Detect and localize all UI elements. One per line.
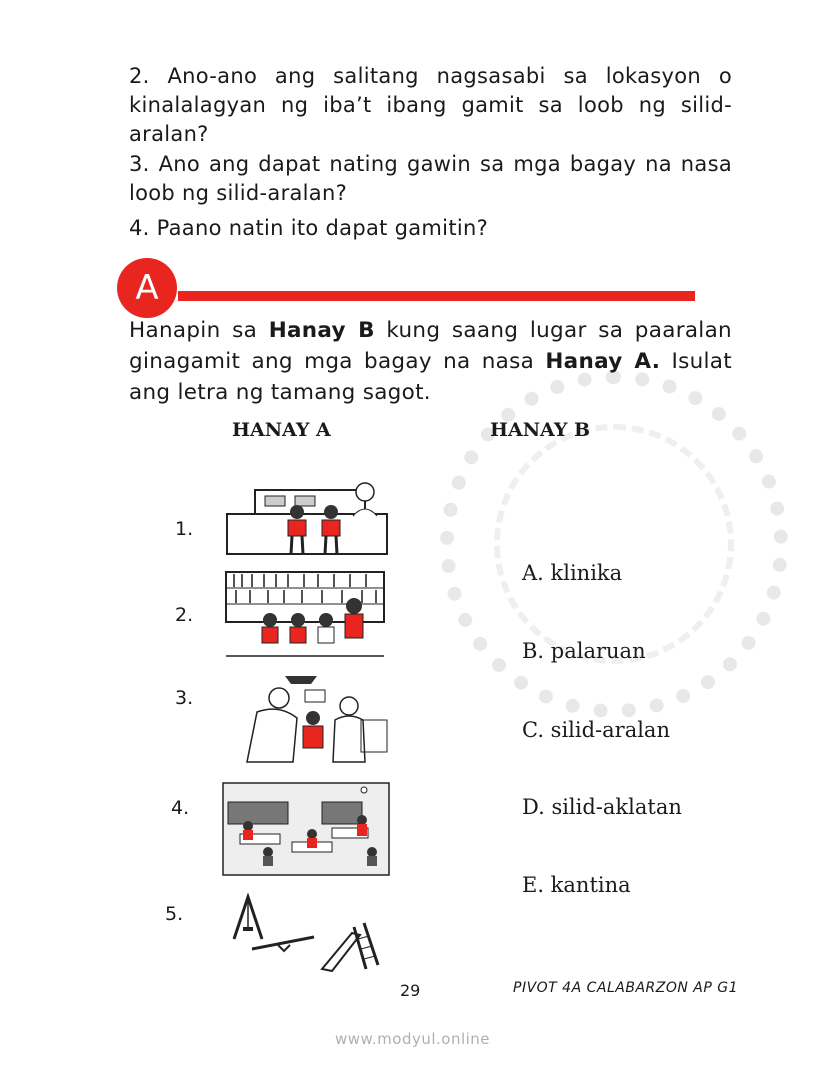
question-3: 3. Ano ang dapat nating gawin sa mga bagay na nasa loob ng silid-aralan? bbox=[129, 152, 732, 205]
option-c: C. silid-aralan bbox=[522, 718, 670, 742]
option-e: E. kantina bbox=[522, 873, 631, 897]
instructions-hanay-b: Hanay B bbox=[268, 318, 375, 343]
canteen-icon bbox=[225, 476, 395, 558]
item-number-1: 1. bbox=[175, 518, 194, 540]
question-4: 4. Paano natin ito dapat gamitin? bbox=[129, 216, 489, 240]
clinic-icon bbox=[227, 668, 389, 764]
page-number: 29 bbox=[400, 981, 421, 1000]
item-number-3: 3. bbox=[175, 687, 194, 709]
instructions-hanay-a: Hanay A. bbox=[545, 349, 661, 374]
item-number-4: 4. bbox=[171, 797, 190, 819]
hanay-a-header: HANAY A bbox=[232, 419, 331, 441]
section-badge: A bbox=[117, 258, 177, 318]
footer-title: PIVOT 4A CALABARZON AP G1 bbox=[513, 980, 739, 996]
library-icon bbox=[224, 570, 386, 660]
hanay-b-header: HANAY B bbox=[490, 419, 591, 441]
instructions-part1: Hanapin sa bbox=[129, 318, 269, 343]
instructions bbox=[129, 315, 732, 408]
instructions-part3: Isulat ang letra ng tamang sagot. bbox=[129, 349, 732, 405]
instructions-part2: kung saang lugar sa paaralan ginagamit ang mga bagay na nasa bbox=[129, 318, 732, 374]
playground-icon bbox=[230, 893, 386, 973]
option-d: D. silid-aklatan bbox=[522, 795, 682, 819]
classroom-icon bbox=[222, 782, 390, 876]
section-divider bbox=[178, 291, 695, 301]
item-number-2: 2. bbox=[175, 604, 194, 626]
option-a: A. klinika bbox=[522, 561, 623, 585]
item-number-5: 5. bbox=[165, 903, 184, 925]
website-link[interactable]: www.modyul.online bbox=[334, 1030, 491, 1048]
question-2: 2. Ano-ano ang salitang nagsasabi sa lokasyon o kinalalagyan ng iba’t ibang gamit sa loob ng silid-aralan? bbox=[129, 64, 732, 146]
option-b: B. palaruan bbox=[522, 639, 646, 663]
